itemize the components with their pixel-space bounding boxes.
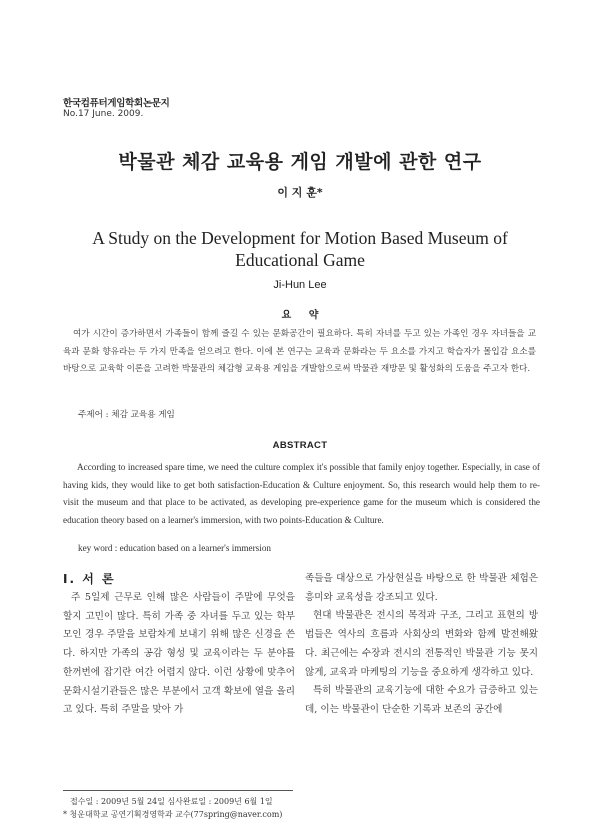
- body-column-left: [63, 589, 295, 720]
- section-heading-introduction: Ⅰ. 서 론: [63, 572, 116, 586]
- abstract-heading: ABSTRACT: [272, 440, 328, 451]
- intro-paragraph-3: 현대 박물관은 전시의 목적과 구조, 그리고 표현의 방법들은 역사의 흐름과 사회상의 변화와 함께 발전해왔다. 최근에는 수장과 전시의 전통적인 박물관 기능 못지않게, 교육과 마케팅의 기능을 중요하게 생각하고 있다.: [305, 610, 538, 678]
- intro-paragraph-4: 특히 박물관의 교육기능에 대한 수요가 급증하고 있는데, 이는 박물관이 단순한 기록과 보존의 공간에: [305, 685, 538, 715]
- summary-korean: 여가 시간이 증가하면서 가족들이 함께 즐길 수 있는 문화공간이 필요하다. 특히 자녀를 두고 있는 가족인 경우 자녀들을 교육과 문화 향유라는 두 가지 만족을 얻으려고 한다. 이에 본 연구는 교육과 문화라는 두 요소를 가지고 학습자가 몰입감 요소를 바탕으로 교육학 이론을 고려한 박물관의 체감형 교육용 게임을 개발함으로써 박물관 재방문 및 활성화의 도움을 주고자 한다.: [63, 329, 536, 374]
- body-column-right: [305, 570, 538, 720]
- author-korean: 이 지 훈*: [277, 186, 323, 199]
- keywords-korean: 주제어 : 체감 교육용 게임: [78, 410, 175, 420]
- paper-title-english: A Study on the Development for Motion Based Museum of Educational Game: [92, 228, 508, 270]
- intro-paragraph-1: 주 5일제 근무로 인해 많은 사람들이 주말에 무엇을 할지 고민이 많다. 특히 가족 중 자녀를 두고 있는 학부모인 경우 주말을 보람차게 보내기 위해 많은 신경을 쓴다. 하지만 가족의 공감 형성 및 교육이라는 두 분야를 한꺼번에 잡기란 여간 어렵지 않다. 이런 상황에 맞추어 문화시설기관들은 많은 부분에서 고객 확보에 열을 올리고 있다. 특히 주말을 맞아 가: [63, 592, 295, 716]
- author-english: Ji-Hun Lee: [273, 279, 327, 291]
- journal-name: 한국컴퓨터게임학회논문지: [63, 98, 170, 109]
- abstract-english: According to increased spare time, we need the culture complex it's possible that family enjoy together. Especially, in case of having kids, they would like to get both satisfaction-Education & Culture enjoyment. So, this research would help them to re-visit the museum and that place to be activated, as developing pre-experience game for the museum which is considered the education theory based on a learner's immersion, with two points-Education & Culture.: [63, 462, 540, 525]
- footnote-author-affiliation: * 청운대학교 공연기획경영학과 교수(77spring@naver.com): [63, 810, 283, 819]
- keywords-english: key word : education based on a learner's immersion: [78, 543, 272, 553]
- footnote-divider: [63, 790, 293, 791]
- footnote-dates: 접수일 : 2009년 5월 24일 심사완료일 : 2009년 6월 1일: [70, 797, 273, 806]
- issue-info: No.17 June. 2009.: [63, 109, 144, 119]
- paper-title-korean: 박물관 체감 교육용 게임 개발에 관한 연구: [118, 151, 482, 173]
- summary-heading: 요 약: [281, 310, 319, 321]
- intro-paragraph-2: 족들을 대상으로 가상현실을 바탕으로 한 박물관 체험은 흥미와 교육성을 강조되고 있다.: [305, 573, 538, 603]
